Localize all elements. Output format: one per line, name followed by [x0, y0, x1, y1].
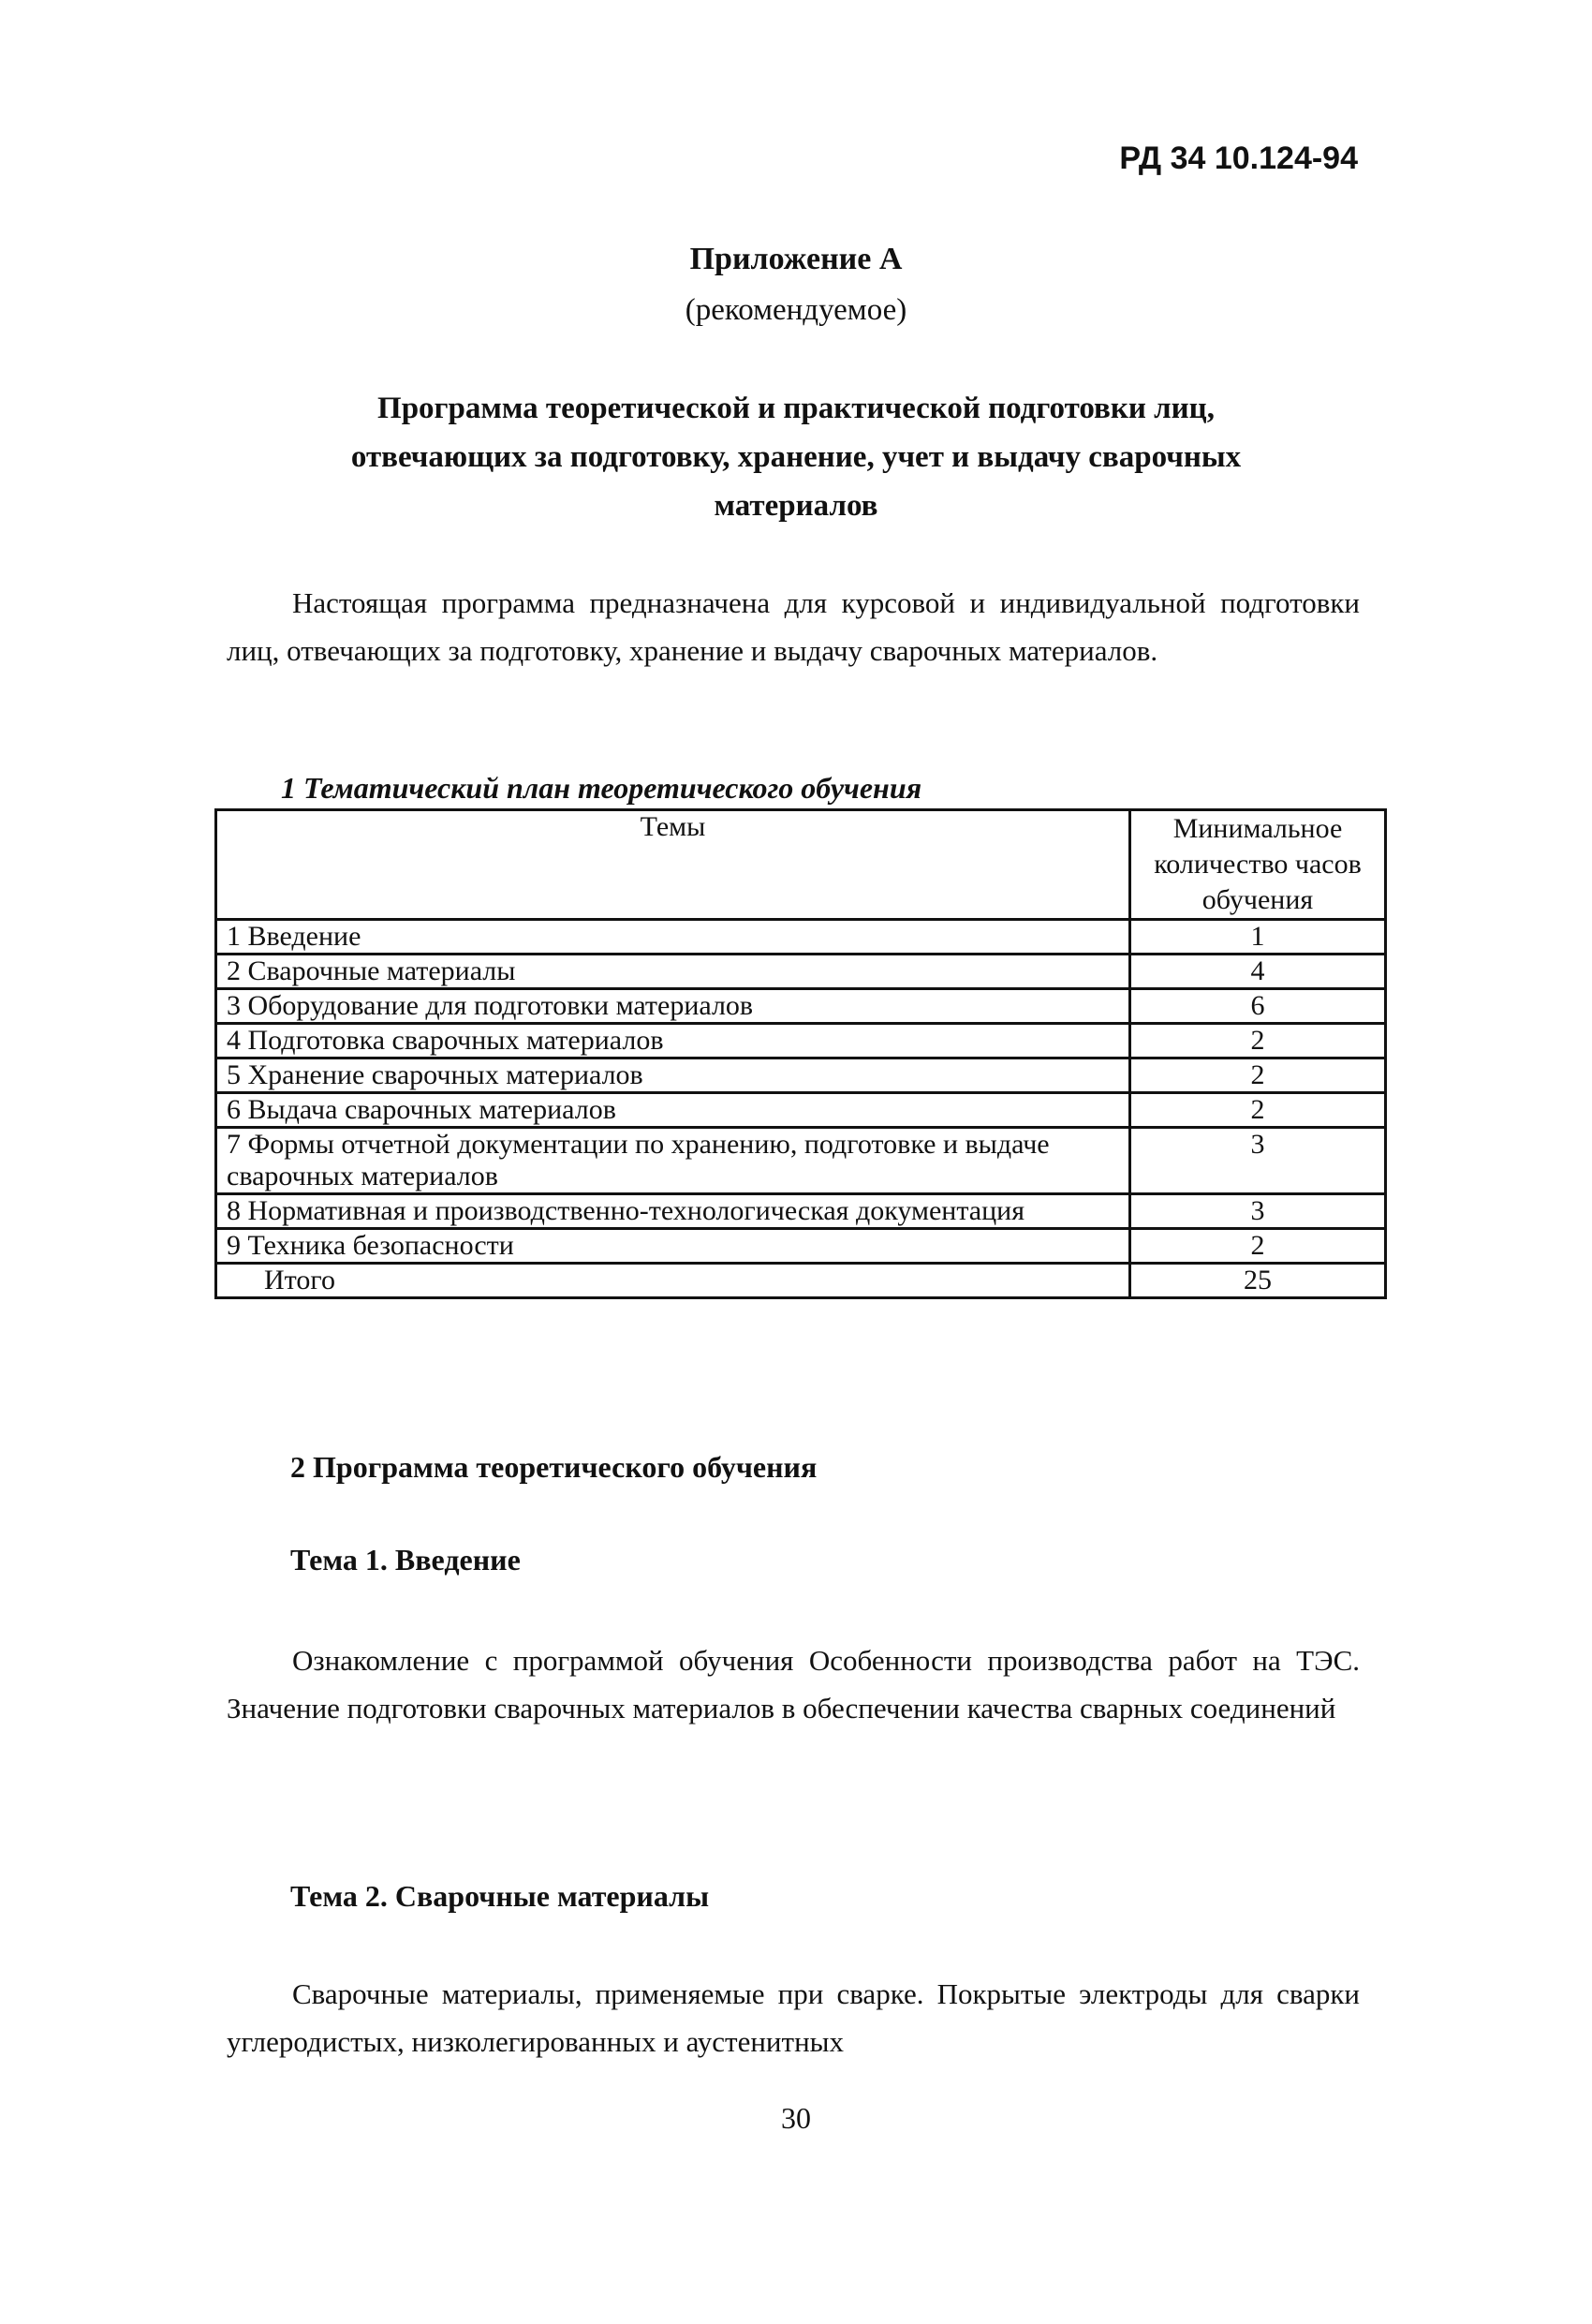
table-row — [216, 1229, 1386, 1264]
row-hours: 3 — [1130, 1194, 1386, 1229]
row-topic: 6 Выдача сварочных материалов — [216, 1093, 1130, 1128]
program-title — [0, 384, 1592, 530]
row-hours: 3 — [1130, 1128, 1386, 1194]
appendix-subtitle: (рекомендуемое) — [685, 293, 907, 327]
page-number: 30 — [781, 2101, 811, 2135]
row-topic: 1 Введение — [216, 920, 1130, 955]
topic-1-title: Тема 1. Введение — [290, 1543, 521, 1576]
row-topic: 2 Сварочные материалы — [216, 955, 1130, 989]
appendix-title: Приложение А — [689, 242, 903, 276]
section-2-title: 2 Программа теоретического обучения — [290, 1450, 818, 1484]
row-hours: 2 — [1130, 1058, 1386, 1093]
table-row — [216, 955, 1386, 989]
plan-title: 1 Тематический план теоретического обучения — [281, 771, 922, 805]
row-topic: 5 Хранение сварочных материалов — [216, 1058, 1130, 1093]
row-topic: 4 Подготовка сварочных материалов — [216, 1024, 1130, 1058]
row-hours: 6 — [1130, 989, 1386, 1024]
row-hours: 1 — [1130, 920, 1386, 955]
table-row — [216, 1194, 1386, 1229]
table-row — [216, 1058, 1386, 1093]
row-topic: 9 Техника безопасности — [216, 1229, 1130, 1264]
program-title-text: Программа теоретической и практической подготовки лиц, отвечающих за подготовку, хранение, учет и выдачу сварочных материалов — [350, 392, 1242, 523]
row-hours: 2 — [1130, 1229, 1386, 1264]
document-code: РД 34 10.124-94 — [1119, 141, 1358, 176]
row-hours: 2 — [1130, 1093, 1386, 1128]
header-hours: Минимальное количество часов обучения — [1130, 810, 1386, 920]
topic-2-paragraph — [227, 1970, 1360, 2065]
table-row — [216, 989, 1386, 1024]
table-row — [216, 920, 1386, 955]
intro-paragraph — [227, 579, 1360, 674]
intro-text: Настоящая программа предназначена для курсовой и индивидуальной подготовки лиц, отвечающих за подготовку, хранение и выдачу сварочных материалов. — [227, 586, 1360, 667]
total-label: Итого — [216, 1264, 1130, 1298]
row-topic: 7 Формы отчетной документации по хранению, подготовке и выдаче сварочных материалов — [216, 1128, 1130, 1194]
table-row — [216, 1093, 1386, 1128]
row-hours: 4 — [1130, 955, 1386, 989]
row-hours: 2 — [1130, 1024, 1386, 1058]
topic-1-paragraph — [227, 1636, 1360, 1732]
topic-1-text: Ознакомление с программой обучения Особенности производства работ на ТЭС. Значение подготовки сварочных материалов в обеспечении качества сварных соединений — [227, 1644, 1360, 1724]
table-row — [216, 1128, 1386, 1194]
total-value: 25 — [1130, 1264, 1386, 1298]
row-topic: 3 Оборудование для подготовки материалов — [216, 989, 1130, 1024]
topic-2-text: Сварочные материалы, применяемые при сварке. Покрытые электроды для сварки углеродистых, низколегированных и аустенитных — [227, 1977, 1360, 2058]
thematic-plan-table — [214, 808, 1387, 1299]
table-header-row — [216, 810, 1386, 920]
table-total-row — [216, 1264, 1386, 1298]
row-topic: 8 Нормативная и производственно-технологическая документация — [216, 1194, 1130, 1229]
topic-2-title: Тема 2. Сварочные материалы — [290, 1879, 710, 1913]
table-row — [216, 1024, 1386, 1058]
header-topics: Темы — [216, 810, 1130, 920]
